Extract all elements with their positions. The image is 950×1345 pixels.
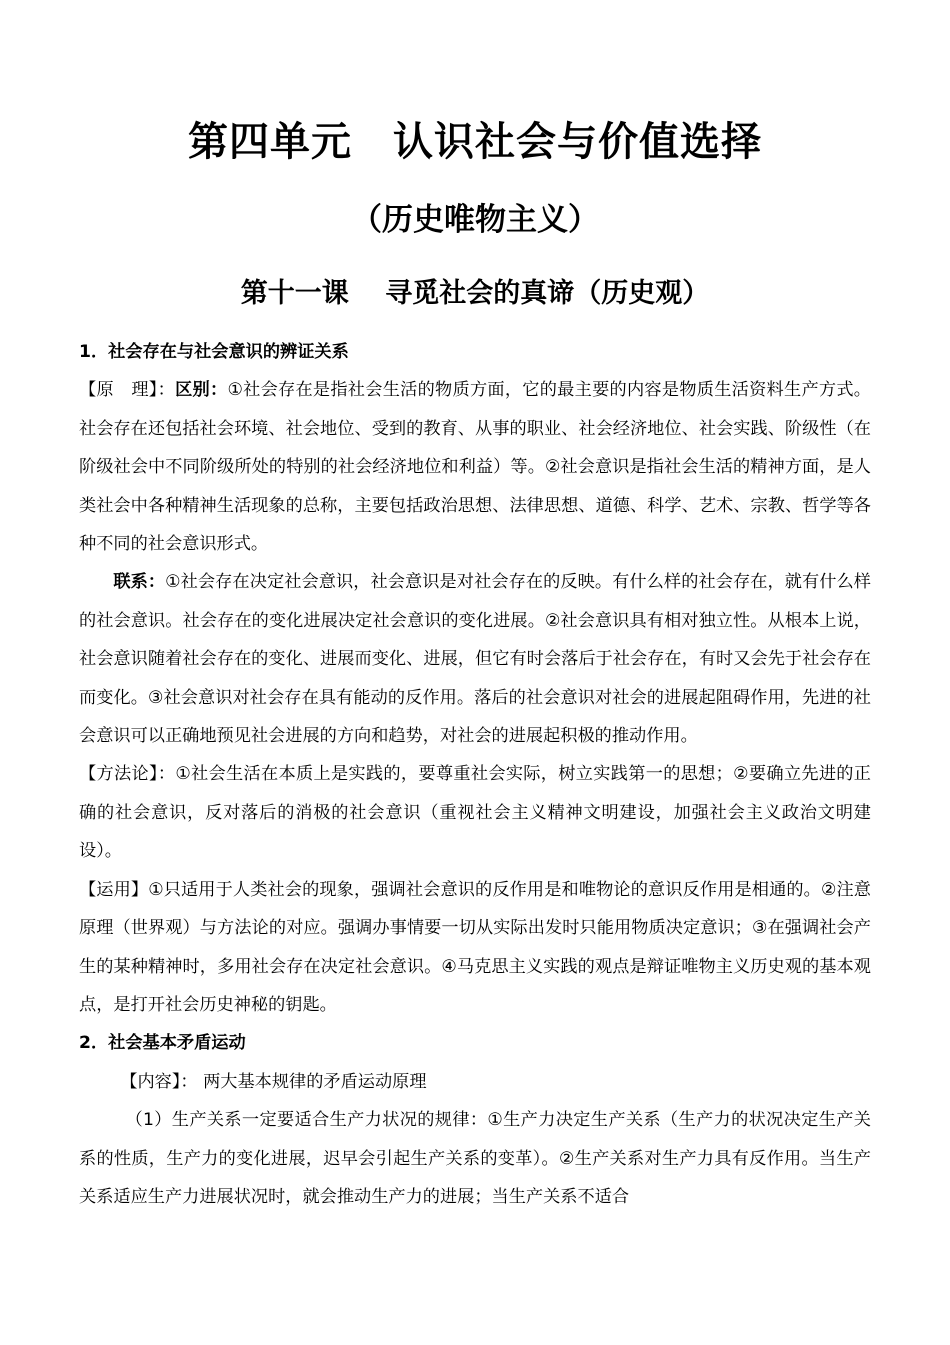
usage-text: ①只适用于人类社会的现象，强调社会意识的反作用是和唯物论的意识反作用是相通的。②注意原理（世界观）与方法论的对应。强调办事情要一切从实际出发时只能用物质决定意识；③在强调社会产生的某种精神时，多用社会存在决定社会意识。④马克思主义实践的观点是辩证唯物主义历史观的基本观点，是打开社会历史神秘的钥匙。	[79, 879, 871, 1015]
section-heading-1: 1．社会存在与社会意识的辨证关系	[79, 342, 349, 362]
usage-tag: 【运用】	[79, 879, 149, 900]
connection-paragraph	[79, 563, 871, 755]
section-heading-2: 2．社会基本矛盾运动	[79, 1033, 246, 1054]
content-tag: 【内容】：	[120, 1071, 198, 1092]
lesson-title: 第十一课 寻觅社会的真谛（历史观）	[240, 278, 710, 309]
subtitle: （历史唯物主义）	[351, 202, 599, 238]
difference-label: 区别：	[175, 380, 228, 401]
principle-tag: 【原 理】：	[79, 380, 176, 401]
usage-paragraph	[79, 871, 871, 1025]
connection-label: 联系：	[113, 572, 166, 593]
methodology-text: ①社会生活在本质上是实践的，要尊重社会实际，树立实践第一的思想；②要确立先进的正确的社会意识，反对落后的消极的社会意识（重视社会主义精神文明建设，加强社会主义政治文明建设）。	[79, 764, 871, 862]
law-paragraph: （1）生产关系一定要适合生产力状况的规律：①生产力决定生产关系（生产力的状况决定生产关系的性质，生产力的变化进展，迟早会引起生产关系的变革）。②生产关系对生产力具有反作用。当生产关系适应生产力进展状况时，就会推动生产力的进展；当生产关系不适合	[79, 1110, 871, 1207]
connection-text: ①社会存在决定社会意识，社会意识是对社会存在的反映。有什么样的社会存在，就有什么样的社会意识。社会存在的变化进展决定社会意识的变化进展。②社会意识具有相对独立性。从根本上说，社会意识随着社会存在的变化、进展而变化、进展，但它有时会落后于社会存在，有时又会先于社会存在而变化。③社会意识对社会存在具有能动的反作用。落后的社会意识对社会的进展起阻碍作用，先进的社会意识可以正确地预见社会进展的方向和趋势，对社会的进展起积极的推动作用。	[79, 572, 871, 747]
content-line	[79, 1063, 871, 1101]
principle-paragraph	[79, 371, 871, 563]
methodology-paragraph	[79, 755, 871, 870]
content-text: 两大基本规律的矛盾运动原理	[197, 1071, 427, 1092]
difference-text: ①社会存在是指社会生活的物质方面，它的最主要的内容是物质生活资料生产方式。社会存在还包括社会环境、社会地位、受到的教育、从事的职业、社会经济地位、社会实践、阶级性（在阶级社会中不同阶级所处的特别的社会经济地位和利益）等。②社会意识是指社会生活的精神方面，是人类社会中各种精神生活现象的总称，主要包括政治思想、法律思想、道德、科学、艺术、宗教、哲学等各种不同的社会意识形式。	[79, 380, 871, 555]
methodology-tag: 【方法论】：	[79, 764, 176, 785]
unit-title: 第四单元 认识社会与价值选择	[188, 119, 762, 165]
document-body	[79, 333, 871, 1216]
